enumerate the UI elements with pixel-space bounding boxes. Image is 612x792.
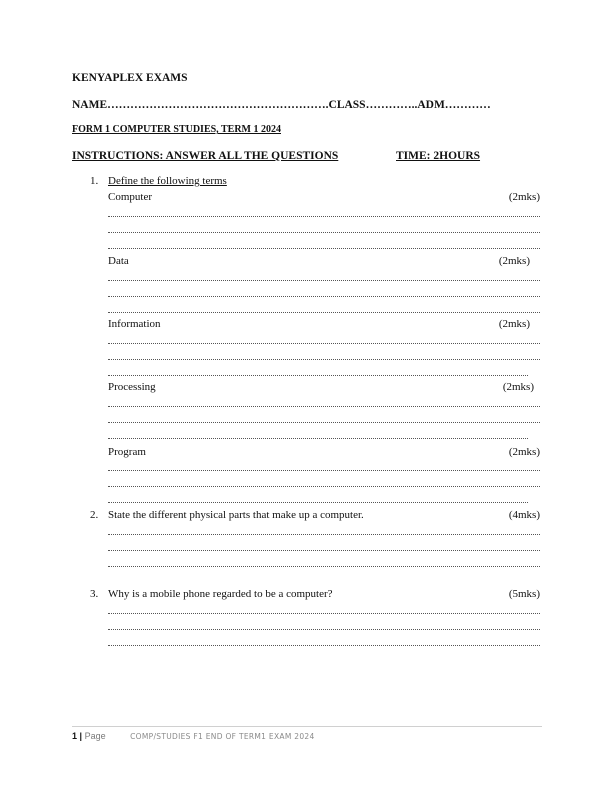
page-number: 1 — [72, 731, 78, 741]
term-computer: Computer — [108, 191, 152, 203]
answer-line[interactable] — [108, 273, 540, 281]
question-1-number: 1. — [90, 175, 99, 187]
answer-line[interactable] — [108, 305, 540, 313]
term-program: Program — [108, 446, 146, 458]
answer-line[interactable] — [108, 622, 540, 630]
footer-exam-label: COMP/STUDIES F1 END OF TERM1 EXAM 2024 — [130, 732, 315, 741]
question-3-number: 3. — [90, 588, 99, 600]
instructions: INSTRUCTIONS: ANSWER ALL THE QUESTIONS — [72, 150, 339, 162]
marks-question-3: (5mks) — [508, 588, 540, 600]
answer-line[interactable] — [108, 352, 540, 360]
page-label: Page — [84, 731, 106, 741]
marks-information: (2mks) — [498, 318, 530, 330]
answer-line[interactable] — [108, 463, 540, 471]
term-data: Data — [108, 255, 129, 267]
answer-line[interactable] — [108, 368, 528, 376]
question-2-number: 2. — [90, 509, 99, 521]
answer-line[interactable] — [108, 606, 540, 614]
answer-line[interactable] — [108, 225, 540, 233]
subject-title: FORM 1 COMPUTER STUDIES, TERM 1 2024 — [72, 124, 281, 135]
org-title: KENYAPLEX EXAMS — [72, 72, 188, 84]
answer-line[interactable] — [108, 431, 528, 439]
answer-line[interactable] — [108, 209, 540, 217]
question-1-text: Define the following terms — [108, 175, 227, 187]
question-2-text: State the different physical parts that make up a computer. — [108, 509, 364, 521]
footer-divider — [72, 726, 542, 727]
marks-question-2: (4mks) — [508, 509, 540, 521]
answer-line[interactable] — [108, 495, 528, 503]
term-processing: Processing — [108, 381, 156, 393]
marks-data: (2mks) — [498, 255, 530, 267]
answer-line[interactable] — [108, 638, 540, 646]
student-details-line: NAME………………………………………………….CLASS…………..ADM………… — [72, 99, 491, 111]
question-3-text: Why is a mobile phone regarded to be a computer? — [108, 588, 333, 600]
answer-line[interactable] — [108, 415, 540, 423]
page-footer — [72, 731, 315, 741]
marks-program: (2mks) — [508, 446, 540, 458]
marks-processing: (2mks) — [502, 381, 534, 393]
answer-line[interactable] — [108, 336, 540, 344]
answer-line[interactable] — [108, 399, 540, 407]
marks-computer: (2mks) — [508, 191, 540, 203]
answer-line[interactable] — [108, 543, 540, 551]
exam-time: TIME: 2HOURS — [396, 150, 481, 162]
answer-line[interactable] — [108, 241, 540, 249]
term-information: Information — [108, 318, 161, 330]
answer-line[interactable] — [108, 559, 540, 567]
answer-line[interactable] — [108, 479, 540, 487]
answer-line[interactable] — [108, 289, 540, 297]
footer-separator: | — [79, 731, 83, 741]
answer-line[interactable] — [108, 527, 540, 535]
